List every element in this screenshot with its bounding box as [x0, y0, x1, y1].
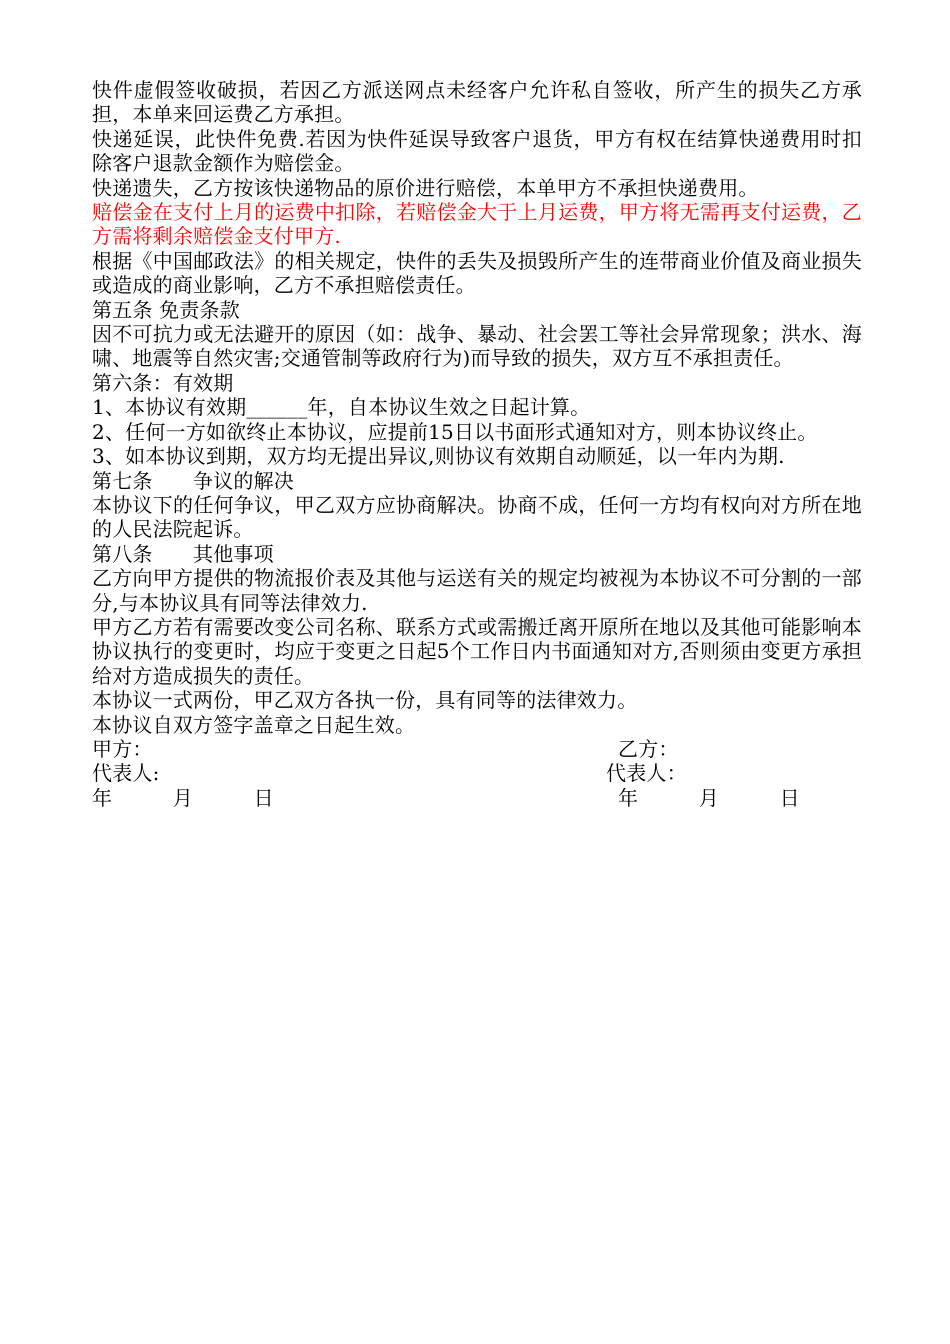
contract-page — [92, 78, 862, 810]
clause-effective: 本协议自双方签字盖章之日起生效。 — [92, 712, 416, 737]
representative-b-label: 代表人： — [606, 761, 687, 786]
clause-price-list: 乙方向甲方提供的物流报价表及其他与运送有关的规定均被视为本协议不可分割的一部分,与本协议具有同等法律效力. — [92, 566, 862, 615]
clause-delay: 快递延误，此快件免费.若因为快件延误导致客户退货，甲方有权在结算快递费用时扣除客户退款金额作为赔偿金。 — [92, 126, 862, 176]
article-5-heading: 第五条 免责条款 — [92, 297, 240, 322]
clause-loss: 快递遗失，乙方按该快递物品的原价进行赔偿，本单甲方不承担快递费用。 — [92, 175, 759, 200]
clause-validity-term: 1、本协议有效期______年，自本协议生效之日起计算。 — [92, 395, 591, 420]
clause-change-notice: 甲方乙方若有需要改变公司名称、联系方式或需搬迁离开原所在地以及其他可能影响本协议执行的变更时，均应于变更之日起5个工作日内书面通知对方,否则须由变更方承担给对方造成损失的责任。 — [92, 614, 862, 688]
clause-postal-law: 根据《中国邮政法》的相关规定，快件的丢失及损毁所产生的连带商业价值及商业损失或造成的商业影响，乙方不承担赔偿责任。 — [92, 248, 862, 298]
clause-termination: 2、任何一方如欲终止本协议，应提前15日以书面形式通知对方，则本协议终止。 — [92, 419, 818, 444]
date-a: 年 月 日 — [92, 785, 274, 810]
signature-date-row — [92, 786, 862, 810]
article-6-heading: 第六条：有效期 — [92, 370, 234, 395]
party-a-label: 甲方： — [92, 736, 153, 761]
representative-a-label: 代表人: — [92, 761, 160, 786]
article-7-heading: 第七条 争议的解决 — [92, 468, 294, 493]
clause-force-majeure: 因不可抗力或无法避开的原因（如：战争、暴动、社会罢工等社会异常现象；洪水、海啸、地震等自然灾害;交通管制等政府行为)而导致的损失，双方互不承担责任。 — [92, 322, 862, 371]
clause-false-signing: 快件虚假签收破损，若因乙方派送网点未经客户允许私自签收，所产生的损失乙方承担，本单来回运费乙方承担。 — [92, 78, 862, 127]
date-b: 年 月 日 — [618, 785, 800, 810]
party-b-label: 乙方： — [618, 736, 679, 761]
signature-representative-row — [92, 761, 862, 785]
clause-auto-renewal: 3、如本协议到期，双方均无提出异议,则协议有效期自动顺延，以一年内为期. — [92, 444, 785, 469]
clause-copies: 本协议一式两份，甲乙双方各执一份，具有同等的法律效力。 — [92, 688, 638, 713]
article-8-heading: 第八条 其他事项 — [92, 541, 274, 566]
clause-compensation-deduction: 赔偿金在支付上月的运费中扣除，若赔偿金大于上月运费，甲方将无需再支付运费，乙方需将剩余赔偿金支付甲方. — [92, 200, 862, 249]
clause-dispute: 本协议下的任何争议，甲乙双方应协商解决。协商不成，任何一方均有权向对方所在地的人民法院起诉。 — [92, 492, 862, 542]
signature-party-row — [92, 737, 862, 761]
